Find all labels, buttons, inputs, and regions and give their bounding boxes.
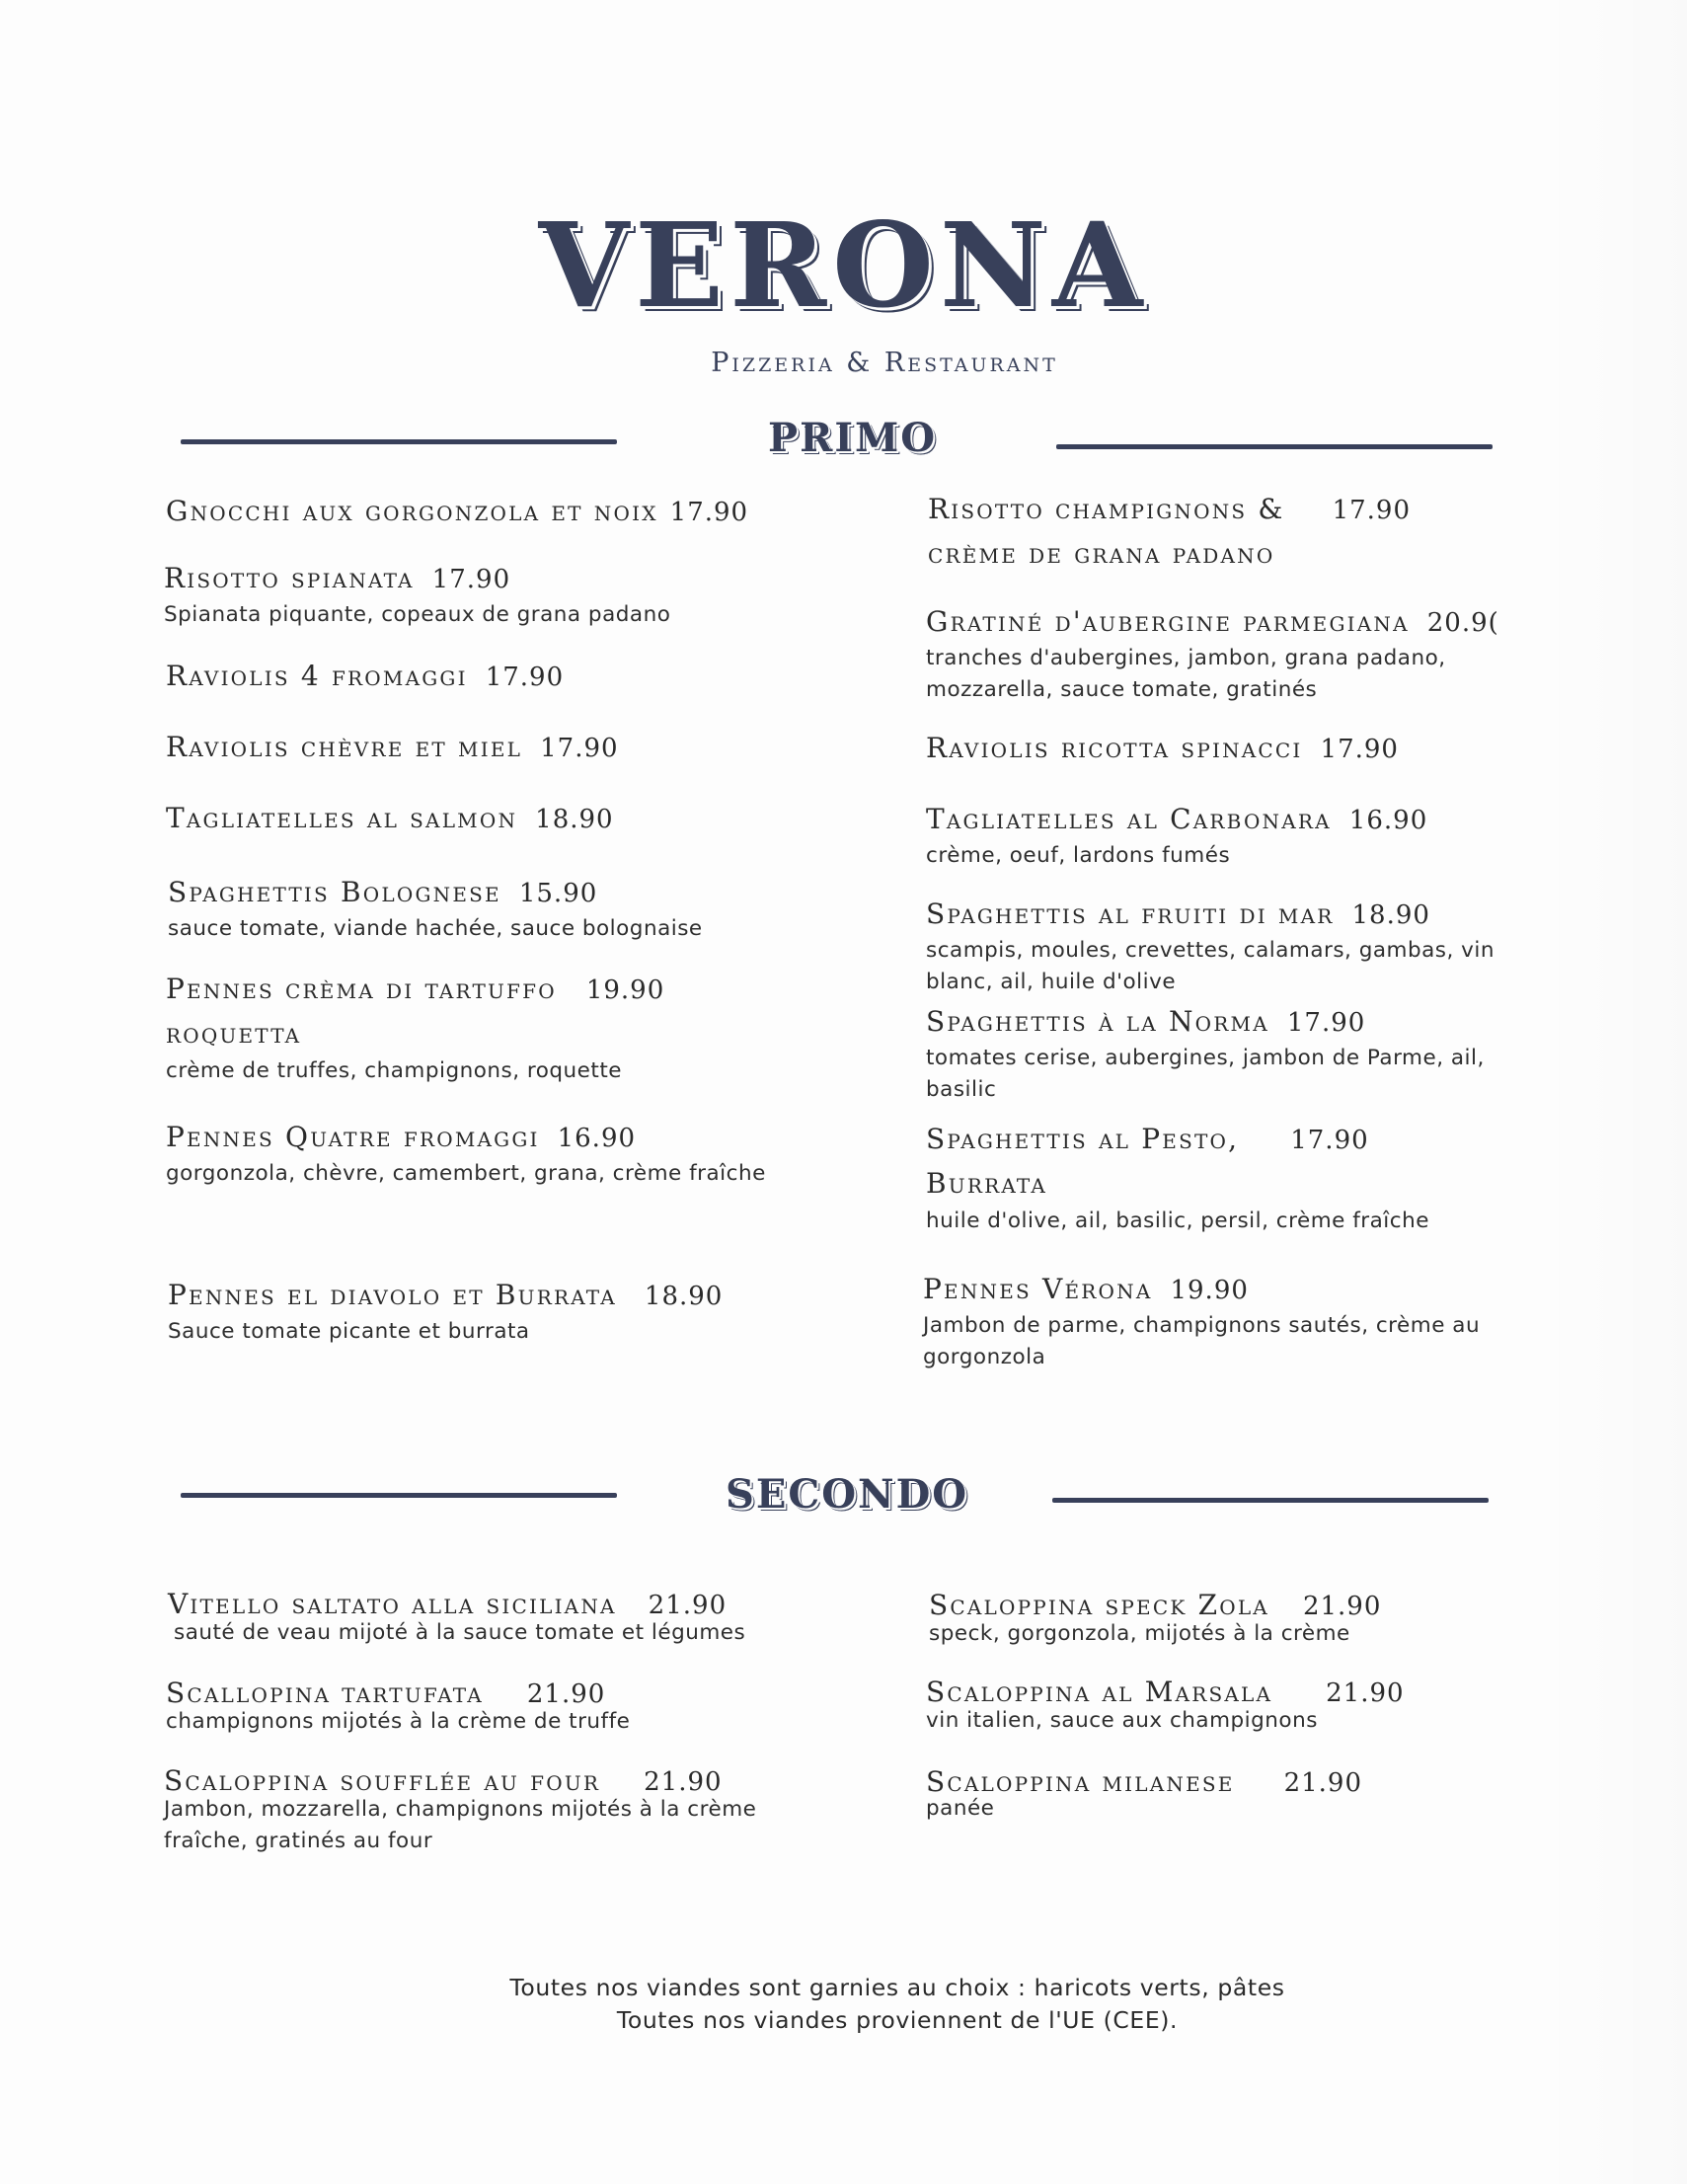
item-price: 17.90 xyxy=(669,498,749,527)
item-price: 20.9( xyxy=(1426,608,1499,638)
item-name: Scaloppina al Marsala xyxy=(926,1676,1273,1708)
item-description: sauté de veau mijoté à la sauce tomate et légumes xyxy=(174,1620,746,1646)
item-name: Tagliatelles al Carbonara xyxy=(926,803,1332,835)
item-name: Vitello saltato alla siciliana xyxy=(168,1588,617,1620)
item-description: gorgonzola, chèvre, camembert, grana, crème fraîche xyxy=(166,1161,766,1187)
item-description: crème, oeuf, lardons fumés xyxy=(926,843,1231,869)
item-name: Raviolis 4 fromaggi xyxy=(166,660,468,692)
item-description: panée xyxy=(926,1796,995,1822)
menu-item xyxy=(164,557,855,631)
item-name-line2: roquetta xyxy=(166,1017,302,1051)
item-description: Spianata piquante, copeaux de grana padano xyxy=(164,602,671,628)
item-name: Scaloppina soufflée au four xyxy=(164,1764,601,1797)
item-name: Gratiné d'aubergine parmegiana xyxy=(926,605,1410,638)
item-price: 17.90 xyxy=(1320,735,1399,764)
item-description: Jambon, mozzarella, champignons mijotés à la crème xyxy=(164,1797,757,1823)
item-description: tomates cerise, aubergines, jambon de Parme, ail, xyxy=(926,1046,1485,1071)
item-description: crème de truffes, champignons, roquette xyxy=(166,1057,622,1083)
menu-item xyxy=(166,726,857,768)
restaurant-tagline: Pizzeria & Restaurant xyxy=(711,348,1058,378)
item-price: 18.90 xyxy=(644,1282,724,1311)
item-name: Pennes el diavolo et Burrata xyxy=(168,1279,617,1311)
footer-note xyxy=(0,1972,1687,2037)
item-description-line2: gorgonzola xyxy=(923,1344,1046,1369)
item-description: Jambon de parme, champignons sautés, crème au xyxy=(923,1313,1481,1339)
menu-item xyxy=(926,600,1687,705)
item-price: 19.90 xyxy=(585,975,665,1005)
item-name: Spaghettis al fruiti di mar xyxy=(926,897,1335,930)
item-name: Scaloppina milanese xyxy=(926,1765,1235,1798)
item-price: 19.90 xyxy=(1170,1276,1249,1305)
menu-item xyxy=(928,488,1619,576)
item-name: Raviolis chèvre et miel xyxy=(166,731,523,763)
item-name: Spaghettis al Pesto, xyxy=(926,1123,1240,1155)
item-description: vin italien, sauce aux champignons xyxy=(926,1708,1318,1734)
item-price: 15.90 xyxy=(518,879,598,908)
menu-item xyxy=(166,1116,857,1190)
menu-item xyxy=(168,1274,859,1348)
item-name: Gnocchi aux gorgonzola et noix xyxy=(166,495,658,527)
item-description-line2: mozzarella, sauce tomate, gratinés xyxy=(926,676,1318,702)
primo-title: PRIMO xyxy=(768,415,938,461)
item-name: Spaghettis à la Norma xyxy=(926,1005,1269,1038)
item-name: Scallopina tartufata xyxy=(166,1677,484,1709)
item-price: 17.90 xyxy=(540,734,619,763)
item-description: sauce tomate, viande hachée, sauce bolognaise xyxy=(168,916,703,942)
item-price: 18.90 xyxy=(535,805,614,834)
item-description: huile d'olive, ail, basilic, persil, crème fraîche xyxy=(926,1208,1429,1233)
secondo-rule-right xyxy=(1052,1498,1489,1503)
footer-note-line1: Toutes nos viandes sont garnies au choix : haricots verts, pâtes xyxy=(509,1974,1285,2001)
item-name-line2: crème de grana padano xyxy=(928,537,1275,571)
item-price: 16.90 xyxy=(557,1124,637,1153)
item-name: Pennes Quatre fromaggi xyxy=(166,1121,540,1153)
item-name: Tagliatelles al salmon xyxy=(166,802,518,834)
item-price: 21.90 xyxy=(648,1591,728,1620)
item-name: Risotto spianata xyxy=(164,562,415,594)
menu-item xyxy=(168,1583,859,1649)
item-price: 21.90 xyxy=(644,1767,723,1797)
item-name-line2: Burrata xyxy=(926,1167,1047,1201)
menu-item xyxy=(926,727,1617,769)
item-price: 21.90 xyxy=(1326,1678,1405,1708)
menu-item xyxy=(923,1268,1614,1372)
menu-item xyxy=(164,1759,855,1856)
item-name: Pennes crèma di tartuffo xyxy=(166,973,557,1005)
item-description-line2: basilic xyxy=(926,1076,997,1102)
menu-item xyxy=(166,1672,857,1738)
restaurant-name: VERONA xyxy=(538,196,1149,334)
item-description-line2: fraîche, gratinés au four xyxy=(164,1828,433,1853)
menu-item xyxy=(926,1671,1617,1737)
item-price: 17.90 xyxy=(1290,1126,1369,1155)
item-name: Raviolis ricotta spinacci xyxy=(926,732,1303,764)
item-description-line2: blanc, ail, huile d'olive xyxy=(926,969,1177,994)
menu-item xyxy=(926,1760,1617,1825)
item-price: 17.90 xyxy=(485,663,565,692)
item-price: 21.90 xyxy=(526,1679,606,1709)
menu-item xyxy=(926,893,1617,997)
item-price: 21.90 xyxy=(1302,1592,1382,1621)
item-price: 17.90 xyxy=(1332,496,1411,525)
menu-item xyxy=(926,798,1617,872)
item-price: 16.90 xyxy=(1348,806,1428,835)
menu-item xyxy=(166,490,857,532)
menu-item xyxy=(929,1584,1620,1650)
menu-item xyxy=(926,1000,1617,1105)
item-description: Sauce tomate picante et burrata xyxy=(168,1319,530,1345)
item-name: Scaloppina speck Zola xyxy=(929,1589,1269,1621)
menu-item xyxy=(166,968,857,1086)
secondo-rule-left xyxy=(181,1493,617,1498)
item-price: 18.90 xyxy=(1351,900,1430,930)
primo-rule-left xyxy=(181,439,617,444)
menu-item xyxy=(926,1118,1617,1236)
menu-item xyxy=(168,871,859,945)
primo-rule-right xyxy=(1056,444,1493,449)
item-description: speck, gorgonzola, mijotés à la crème xyxy=(929,1621,1350,1647)
secondo-title: SECONDO xyxy=(726,1471,969,1518)
item-name: Pennes Vérona xyxy=(923,1273,1153,1305)
item-description: scampis, moules, crevettes, calamars, gambas, vin xyxy=(926,938,1495,964)
item-description: champignons mijotés à la crème de truffe xyxy=(166,1709,631,1735)
item-name: Risotto champignons & xyxy=(928,493,1285,525)
item-description: tranches d'aubergines, jambon, grana padano, xyxy=(926,646,1446,671)
item-price: 17.90 xyxy=(431,565,511,594)
item-price: 21.90 xyxy=(1283,1768,1363,1798)
menu-item xyxy=(166,655,857,697)
item-price: 17.90 xyxy=(1286,1008,1366,1038)
item-name: Spaghettis Bolognese xyxy=(168,876,501,908)
footer-note-line2: Toutes nos viandes proviennent de l'UE (CEE). xyxy=(616,2005,1179,2034)
menu-item xyxy=(166,797,857,839)
